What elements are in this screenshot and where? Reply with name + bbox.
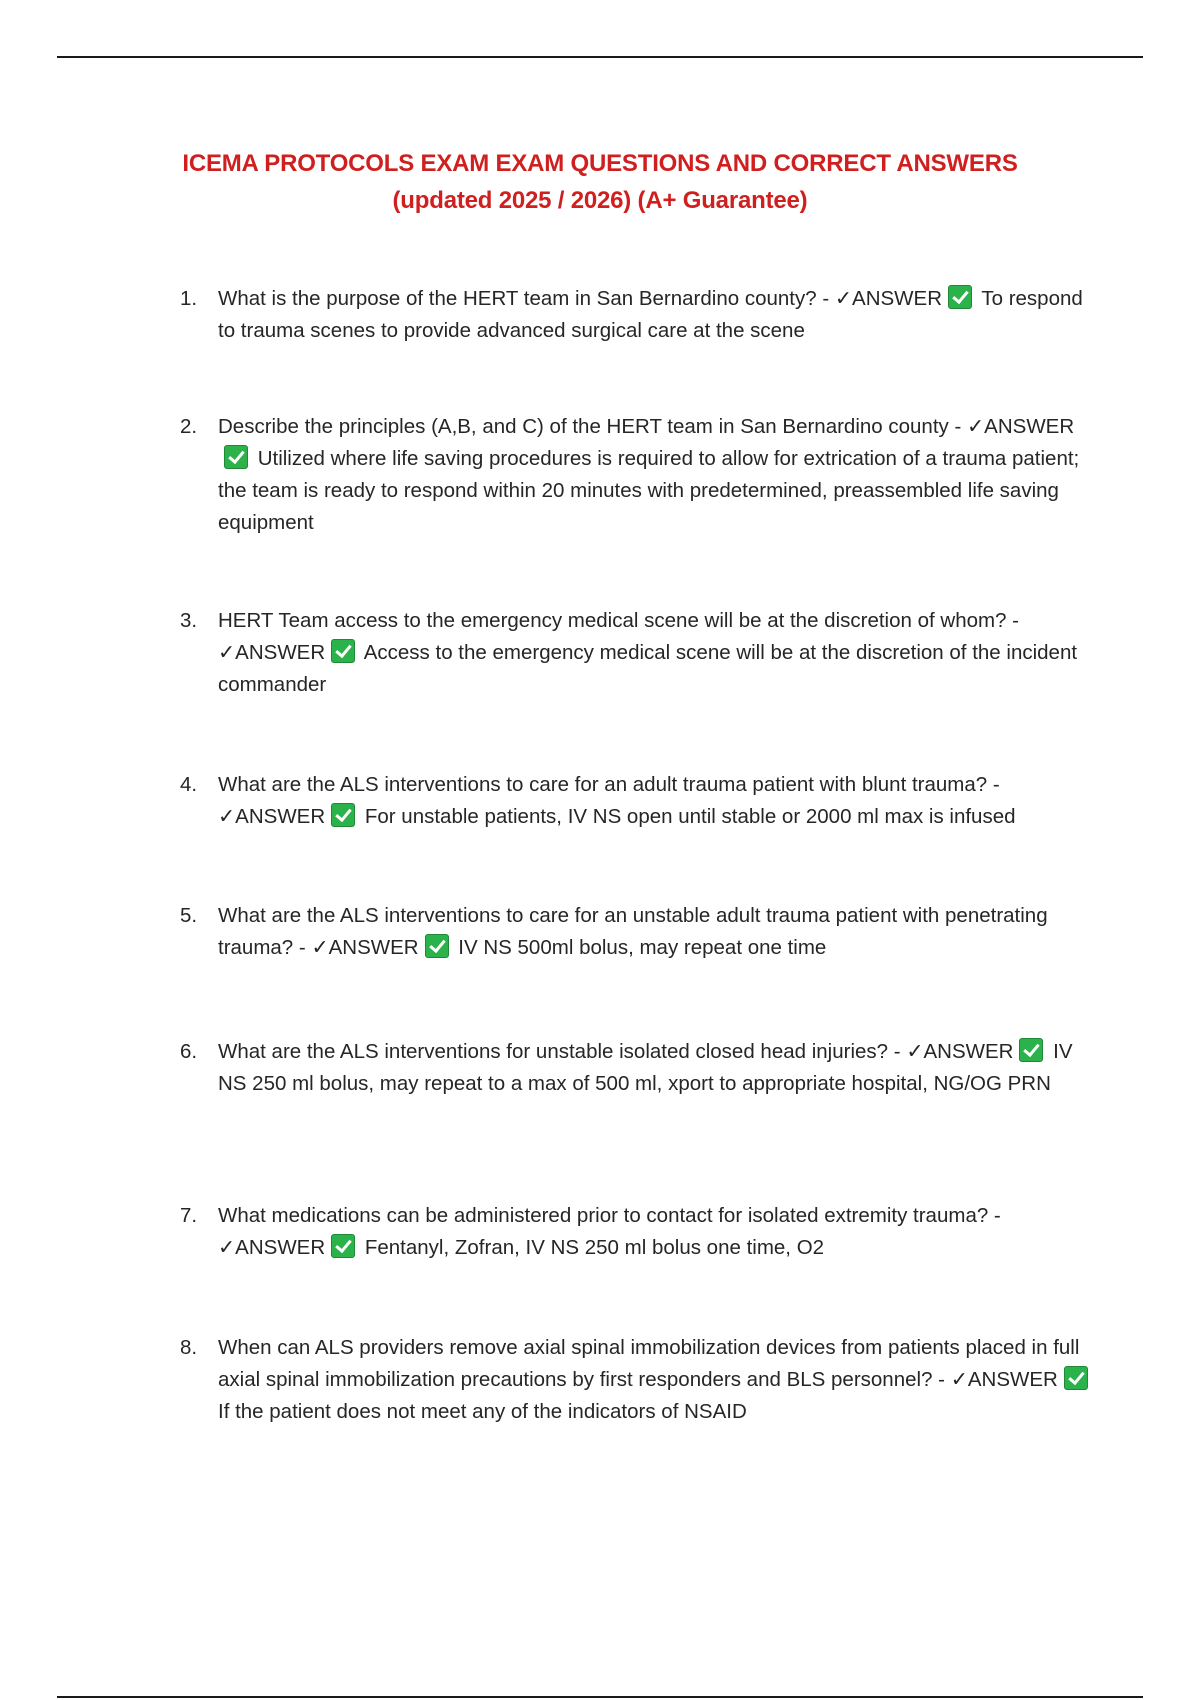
qa-item-5 bbox=[180, 900, 1092, 964]
answer-text: If the patient does not meet any of the indicators of NSAID bbox=[218, 1400, 747, 1423]
title-line-2: (updated 2025 / 2026) (A+ Guarantee) bbox=[392, 187, 808, 214]
check-badge-icon bbox=[331, 803, 355, 827]
item-number: 3. bbox=[180, 609, 198, 632]
item-body bbox=[218, 411, 1092, 539]
qa-item-1 bbox=[180, 283, 1092, 347]
answer-marker: ✓ANSWER bbox=[967, 415, 1075, 438]
answer-text: Access to the emergency medical scene will be at the discretion of the incident commander bbox=[218, 641, 1078, 696]
question-text: HERT Team access to the emergency medical scene will be at the discretion of whom? - bbox=[218, 609, 1020, 632]
answer-text: For unstable patients, IV NS open until stable or 2000 ml max is infused bbox=[364, 805, 1016, 828]
check-badge-icon bbox=[224, 445, 248, 469]
answer-marker: ✓ANSWER bbox=[834, 287, 943, 310]
answer-text: IV NS 250 ml bolus, may repeat to a max of 500 ml, xport to appropriate hospital, NG/OG PRN bbox=[218, 1040, 1073, 1095]
check-badge-icon bbox=[948, 285, 972, 309]
item-number: 2. bbox=[180, 415, 198, 438]
item-number: 7. bbox=[180, 1204, 198, 1227]
footer-rule bbox=[57, 1696, 1143, 1698]
check-badge-icon bbox=[425, 934, 449, 958]
answer-text: Fentanyl, Zofran, IV NS 250 ml bolus one time, O2 bbox=[364, 1236, 825, 1259]
question-text: What are the ALS interventions for unstable isolated closed head injuries? - bbox=[218, 1040, 901, 1063]
answer-marker: ✓ANSWER bbox=[311, 936, 419, 959]
qa-item-4 bbox=[180, 769, 1092, 833]
qa-item-7 bbox=[180, 1200, 1092, 1264]
check-badge-icon bbox=[1064, 1366, 1088, 1390]
question-text: What medications can be administered prior to contact for isolated extremity trauma? - bbox=[218, 1204, 1001, 1227]
item-body bbox=[218, 769, 1092, 833]
item-body bbox=[218, 605, 1092, 701]
document-title bbox=[100, 145, 1100, 219]
answer-marker: ✓ANSWER bbox=[218, 641, 326, 664]
qa-item-3 bbox=[180, 605, 1092, 701]
item-body bbox=[218, 1332, 1092, 1428]
answer-text: Utilized where life saving procedures is required to allow for extrication of a trauma patient; the team is ready to respond within 20 minutes with predetermined, preassembled life saving equipment bbox=[218, 447, 1080, 534]
item-number: 5. bbox=[180, 904, 198, 927]
qa-item-2 bbox=[180, 411, 1092, 539]
question-text: Describe the principles (A,B, and C) of the HERT team in San Bernardino county - bbox=[218, 415, 962, 438]
title-line-1: ICEMA PROTOCOLS EXAM EXAM QUESTIONS AND CORRECT ANSWERS bbox=[182, 150, 1018, 177]
item-number: 8. bbox=[180, 1336, 198, 1359]
item-number: 1. bbox=[180, 287, 198, 310]
header-rule bbox=[57, 56, 1143, 58]
item-body bbox=[218, 283, 1092, 347]
question-text: What are the ALS interventions to care for an unstable adult trauma patient with penetrating trauma? - bbox=[218, 904, 1048, 959]
answer-marker: ✓ANSWER bbox=[906, 1040, 1014, 1063]
question-text: What are the ALS interventions to care for an adult trauma patient with blunt trauma? - bbox=[218, 773, 1000, 796]
check-badge-icon bbox=[1019, 1038, 1043, 1062]
item-body bbox=[218, 900, 1092, 964]
answer-text: To respond to trauma scenes to provide advanced surgical care at the scene bbox=[218, 287, 1083, 342]
question-text: When can ALS providers remove axial spinal immobilization devices from patients placed in full axial spinal immobilization precautions by first responders and BLS personnel? - bbox=[218, 1336, 1080, 1391]
qa-item-6 bbox=[180, 1036, 1092, 1100]
item-number: 4. bbox=[180, 773, 198, 796]
item-body bbox=[218, 1036, 1092, 1100]
answer-text: IV NS 500ml bolus, may repeat one time bbox=[458, 936, 827, 959]
question-text: What is the purpose of the HERT team in San Bernardino county? - bbox=[218, 287, 830, 310]
answer-marker: ✓ANSWER bbox=[218, 805, 326, 828]
check-badge-icon bbox=[331, 1234, 355, 1258]
answer-marker: ✓ANSWER bbox=[950, 1368, 1058, 1391]
answer-marker: ✓ANSWER bbox=[218, 1236, 326, 1259]
item-body bbox=[218, 1200, 1092, 1264]
item-number: 6. bbox=[180, 1040, 198, 1063]
qa-item-8 bbox=[180, 1332, 1092, 1428]
check-badge-icon bbox=[331, 639, 355, 663]
